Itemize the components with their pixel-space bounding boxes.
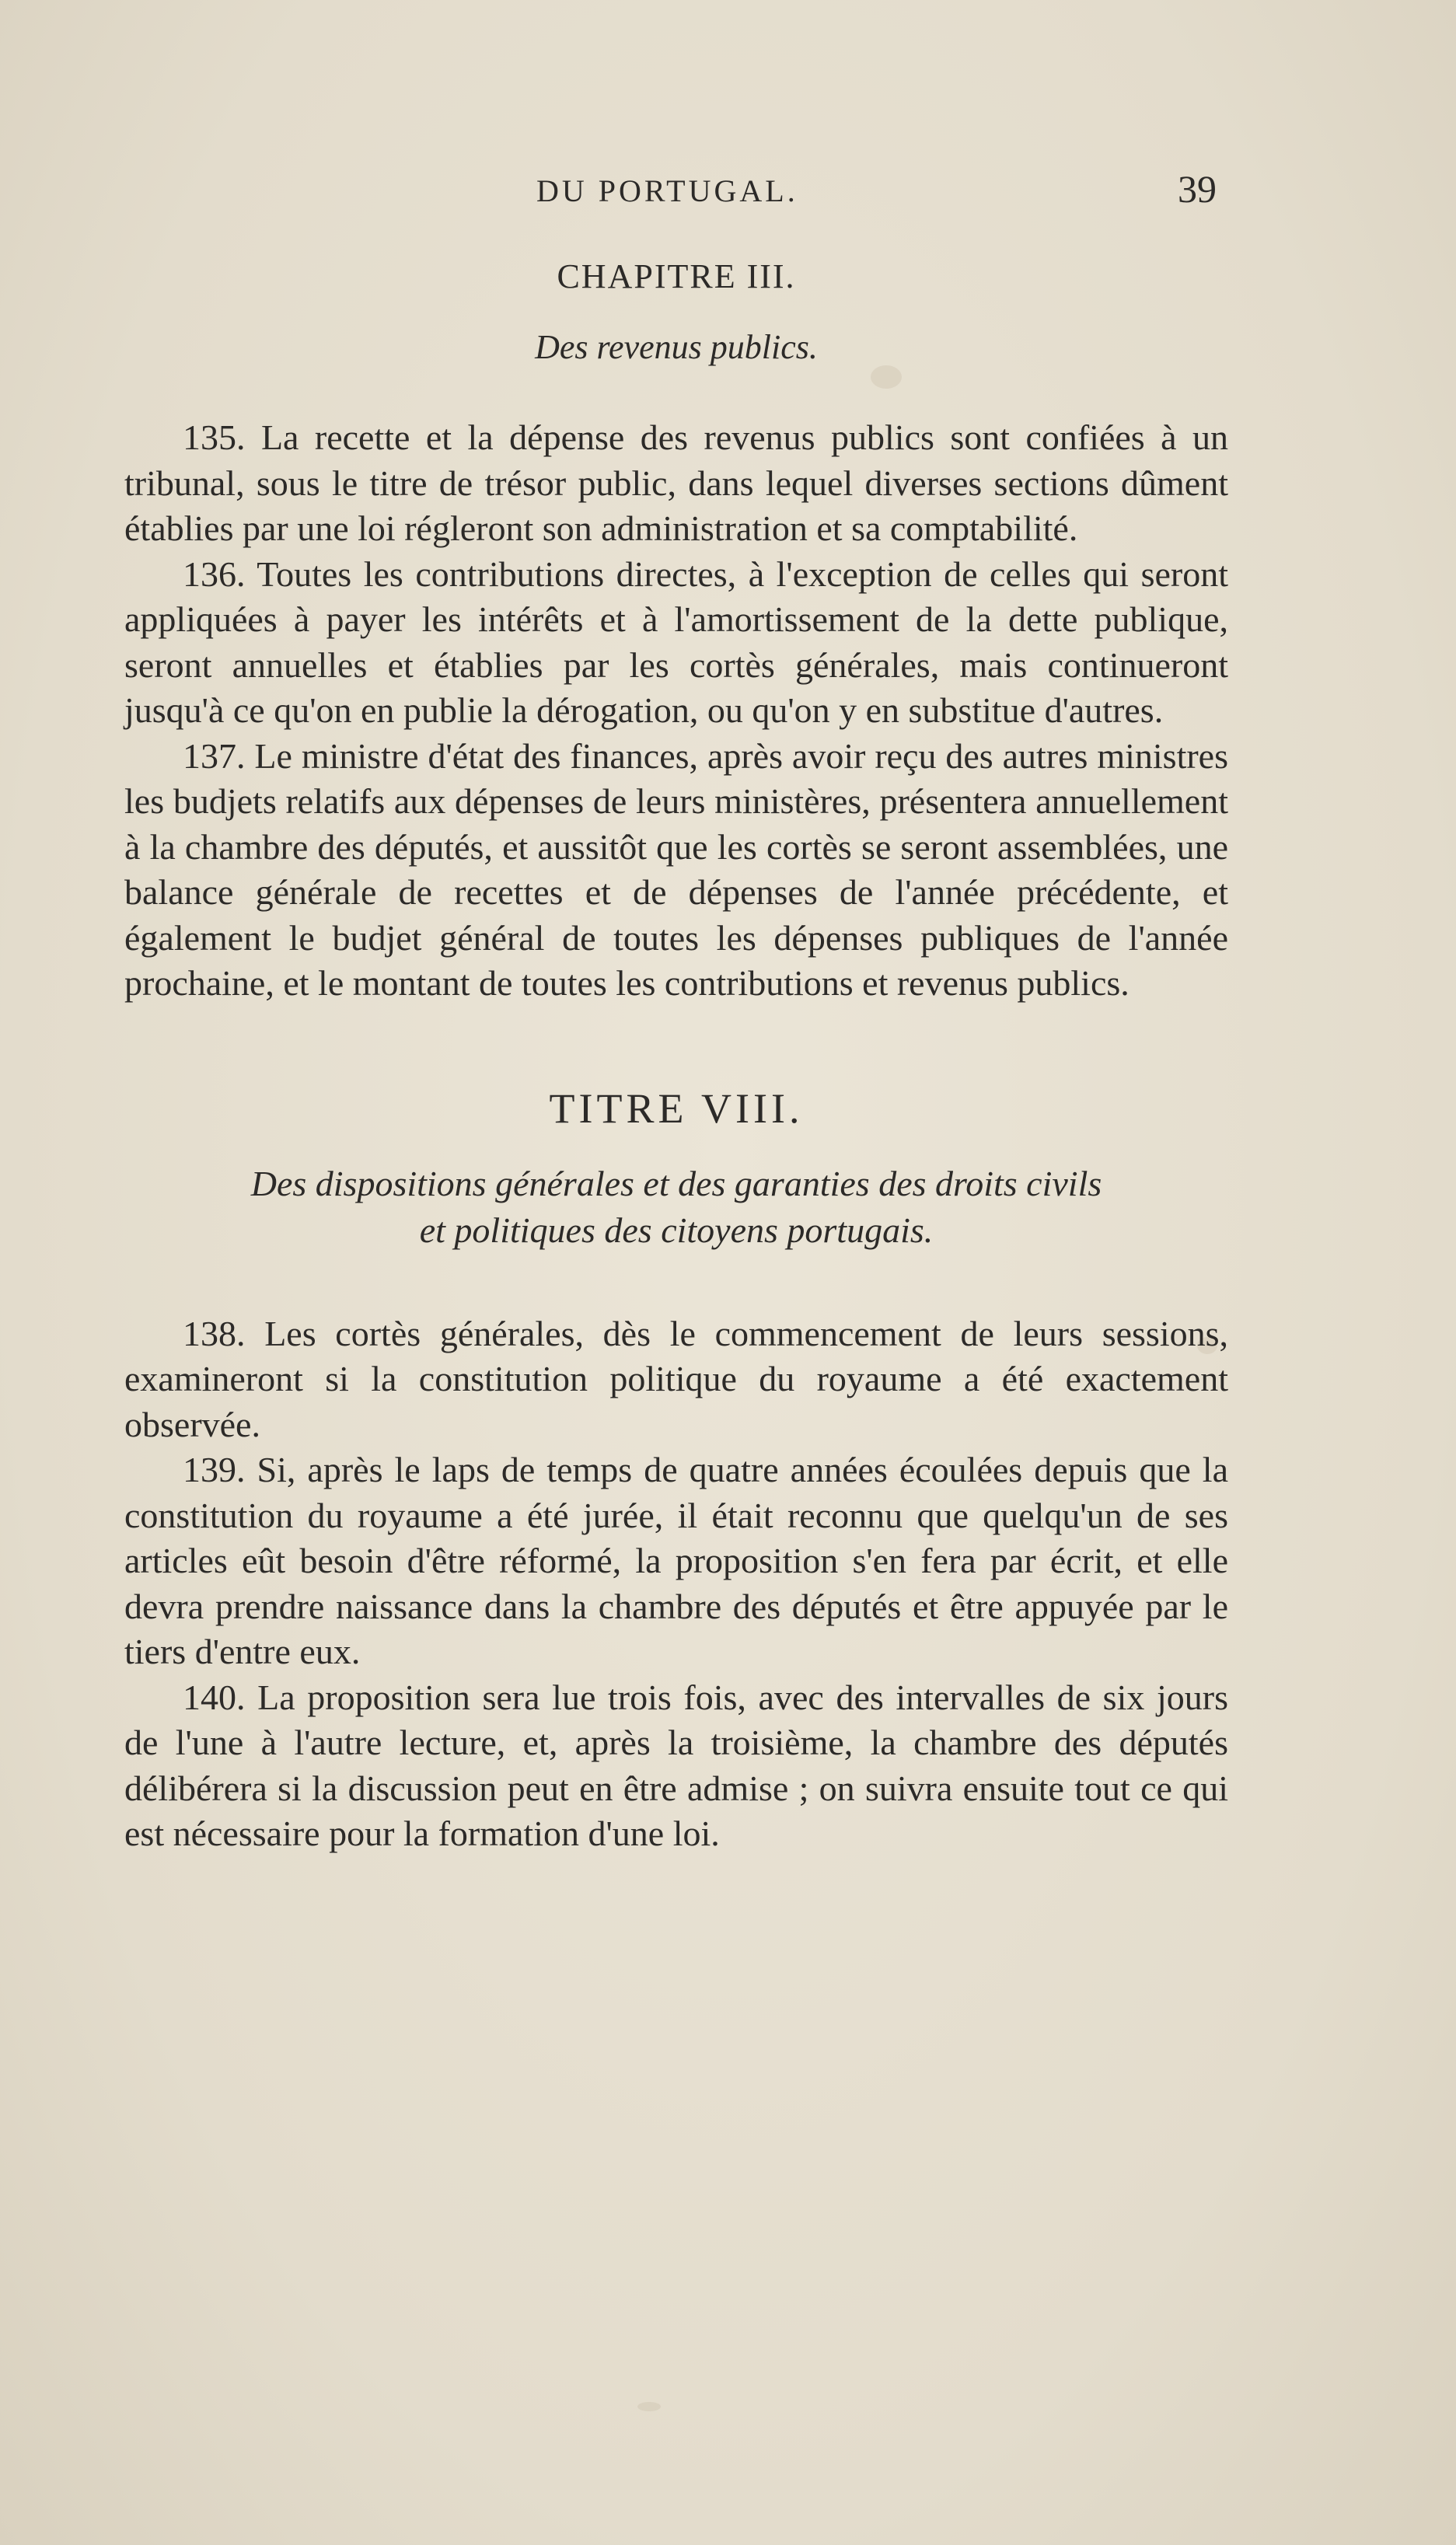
chapter-subtitle: Des revenus publics. xyxy=(535,328,818,366)
article-139: 139. Si, après le laps de temps de quatre années écoulées depuis que la constitution du royaume a été jurée, il était reconnu que quelqu'un de ses articles eût besoin d'être réformé, la proposition s'en fera par écrit, et elle devra prendre naissance dans la chambre des députés et être appuyée par le tiers d'entre eux. xyxy=(124,1450,1228,1671)
paper-stain xyxy=(637,2402,661,2411)
article-137: 137. Le ministre d'état des finances, après avoir reçu des autres ministres les budjets relatifs aux dépenses de leurs ministères, présentera annuellement à la chambre des députés, et aussitôt que les cortès se seront assemblées, une balance générale de recettes et de dépenses de l'année précédente, et également le budjet général de toutes les dépenses publiques de l'année prochaine, et le montant de toutes les contributions et revenus publics. xyxy=(124,735,1228,1003)
page-number: 39 xyxy=(1178,167,1217,211)
running-title: DU PORTUGAL. xyxy=(536,173,798,208)
running-head xyxy=(0,167,1456,219)
titre-body xyxy=(124,1311,1228,1857)
chapter-title: CHAPITRE III. xyxy=(557,257,796,295)
article-140: 140. La proposition sera lue trois fois, avec des intervalles de six jours de l'une à l'autre lecture, et, après la troisième, la chambre des députés délibérera si la discussion peut en être admise ; on suivra ensuite tout ce qui est nécessaire pour la formation d'une loi. xyxy=(124,1677,1228,1853)
text-block xyxy=(124,257,1228,1857)
article-135: 135. La recette et la dépense des revenus publics sont confiées à un tribunal, sous le titre de trésor public, dans lequel diverses sections dûment établies par une loi régleront son administration et sa comptabilité. xyxy=(124,417,1228,548)
titre-title: TITRE VIII. xyxy=(549,1084,804,1132)
chapter-body xyxy=(124,415,1228,1007)
titre-subtitle xyxy=(124,1161,1228,1254)
titre-subtitle-line-1: Des dispositions générales et des garanties des droits civils xyxy=(250,1163,1102,1203)
titre-subtitle-line-2: et politiques des citoyens portugais. xyxy=(419,1210,934,1250)
article-136: 136. Toutes les contributions directes, à l'exception de celles qui seront appliquées à payer les intérêts et à l'amortissement de la dette publique, seront annuelles et établies par les cortès générales, mais continueront jusqu'à ce qu'on en publie la dérogation, ou qu'on y en substitue d'autres. xyxy=(124,553,1228,730)
article-138: 138. Les cortès générales, dès le commencement de leurs sessions, examineront si la constitution politique du royaume a été exactement observée. xyxy=(124,1313,1228,1444)
